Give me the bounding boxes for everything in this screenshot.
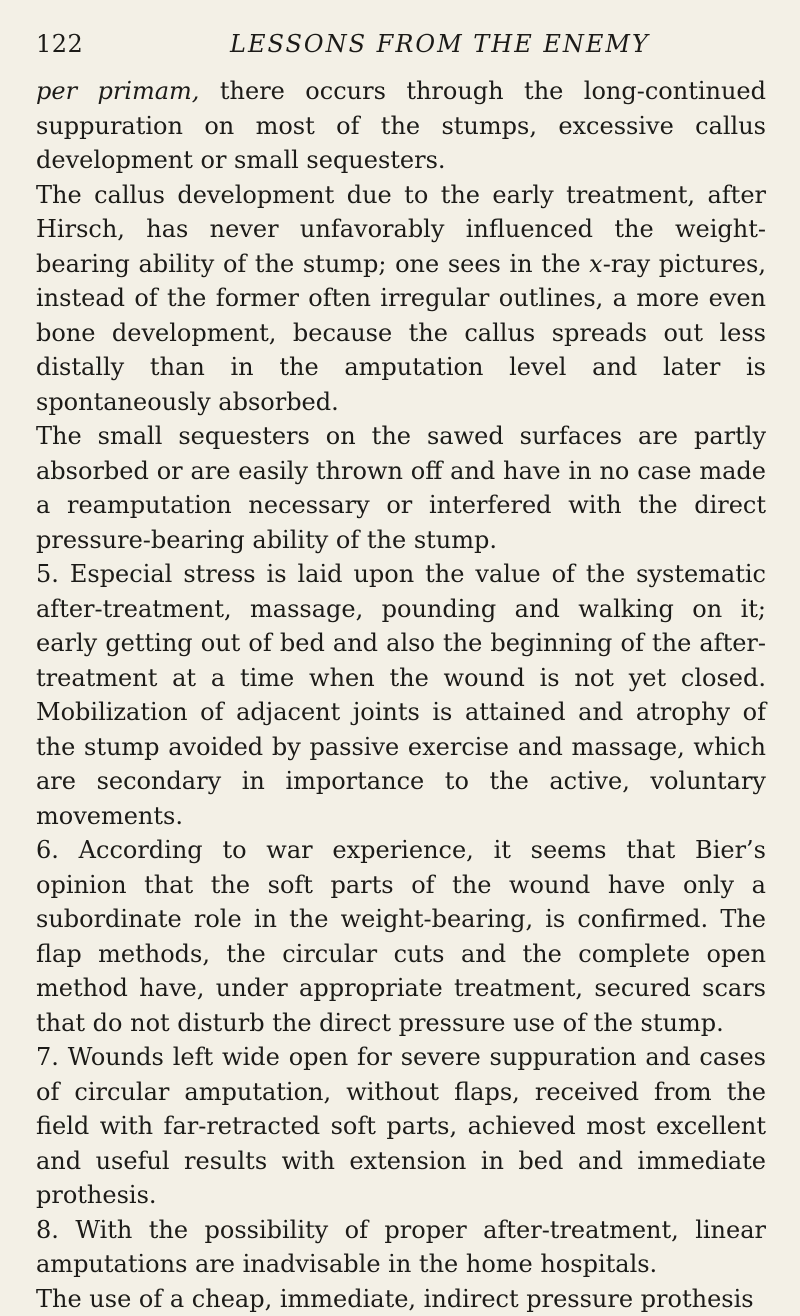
paragraph-callus bbox=[36, 178, 766, 420]
paragraph-point-6: 6. According to war experience, it seems that Bier’s opinion that the soft parts of the wound have only a subordinate role in the weight-bearing, is confirmed. The flap methods, the circular cuts and the complete open method have, under appropriate treatment, secured scars that do not disturb the direct pressure use of the stump. bbox=[36, 833, 766, 1040]
paragraph-continuation bbox=[36, 74, 766, 178]
body-text bbox=[36, 74, 766, 1316]
running-header bbox=[36, 20, 764, 60]
paragraph-prothesis: The use of a cheap, immediate, indirect pressure prothesis bbox=[36, 1282, 766, 1316]
paragraph-point-5: 5. Especial stress is laid upon the value of the systematic after-treatment, massage, pounding and walking on it; early getting out of bed and also the beginning of the after-treatment at a time when the wound is not yet closed. Mobilization of adjacent joints is attained and atrophy of the stump avoided by passive exercise and massage, which are secondary in importance to the active, voluntary movements. bbox=[36, 557, 766, 833]
paragraph-text: The callus development due to the early treatment, after Hirsch, has never unfavorably influenced the weight-bearing ability of the stump; one sees in the bbox=[36, 181, 766, 278]
italic-x: x bbox=[589, 250, 603, 278]
paragraph-point-7: 7. Wounds left wide open for severe suppuration and cases of circular amputation, without flaps, received from the field with far-retracted soft parts, achieved most excellent and useful results with extension in bed and immediate prothesis. bbox=[36, 1040, 766, 1213]
paragraph-point-8: 8. With the possibility of proper after-treatment, linear amputations are inadvisable in the home hospitals. bbox=[36, 1213, 766, 1282]
paragraph-text: there occurs through the long-continued suppuration on most of the stumps, excessive callus development or small sequesters. bbox=[36, 77, 766, 174]
page-number: 122 bbox=[36, 30, 83, 58]
latin-phrase: per primam, bbox=[36, 77, 199, 105]
running-title: LESSONS FROM THE ENEMY bbox=[230, 30, 650, 58]
paragraph-text: -ray pictures, instead of the former often irregular outlines, a more even bone development, because the callus spreads out less distally than in the amputation level and later is spontaneously absorbed. bbox=[36, 250, 766, 416]
paragraph-sequesters: The small sequesters on the sawed surfaces are partly absorbed or are easily thrown off and have in no case made a reamputation necessary or interfered with the direct pressure-bearing ability of the stump. bbox=[36, 419, 766, 557]
